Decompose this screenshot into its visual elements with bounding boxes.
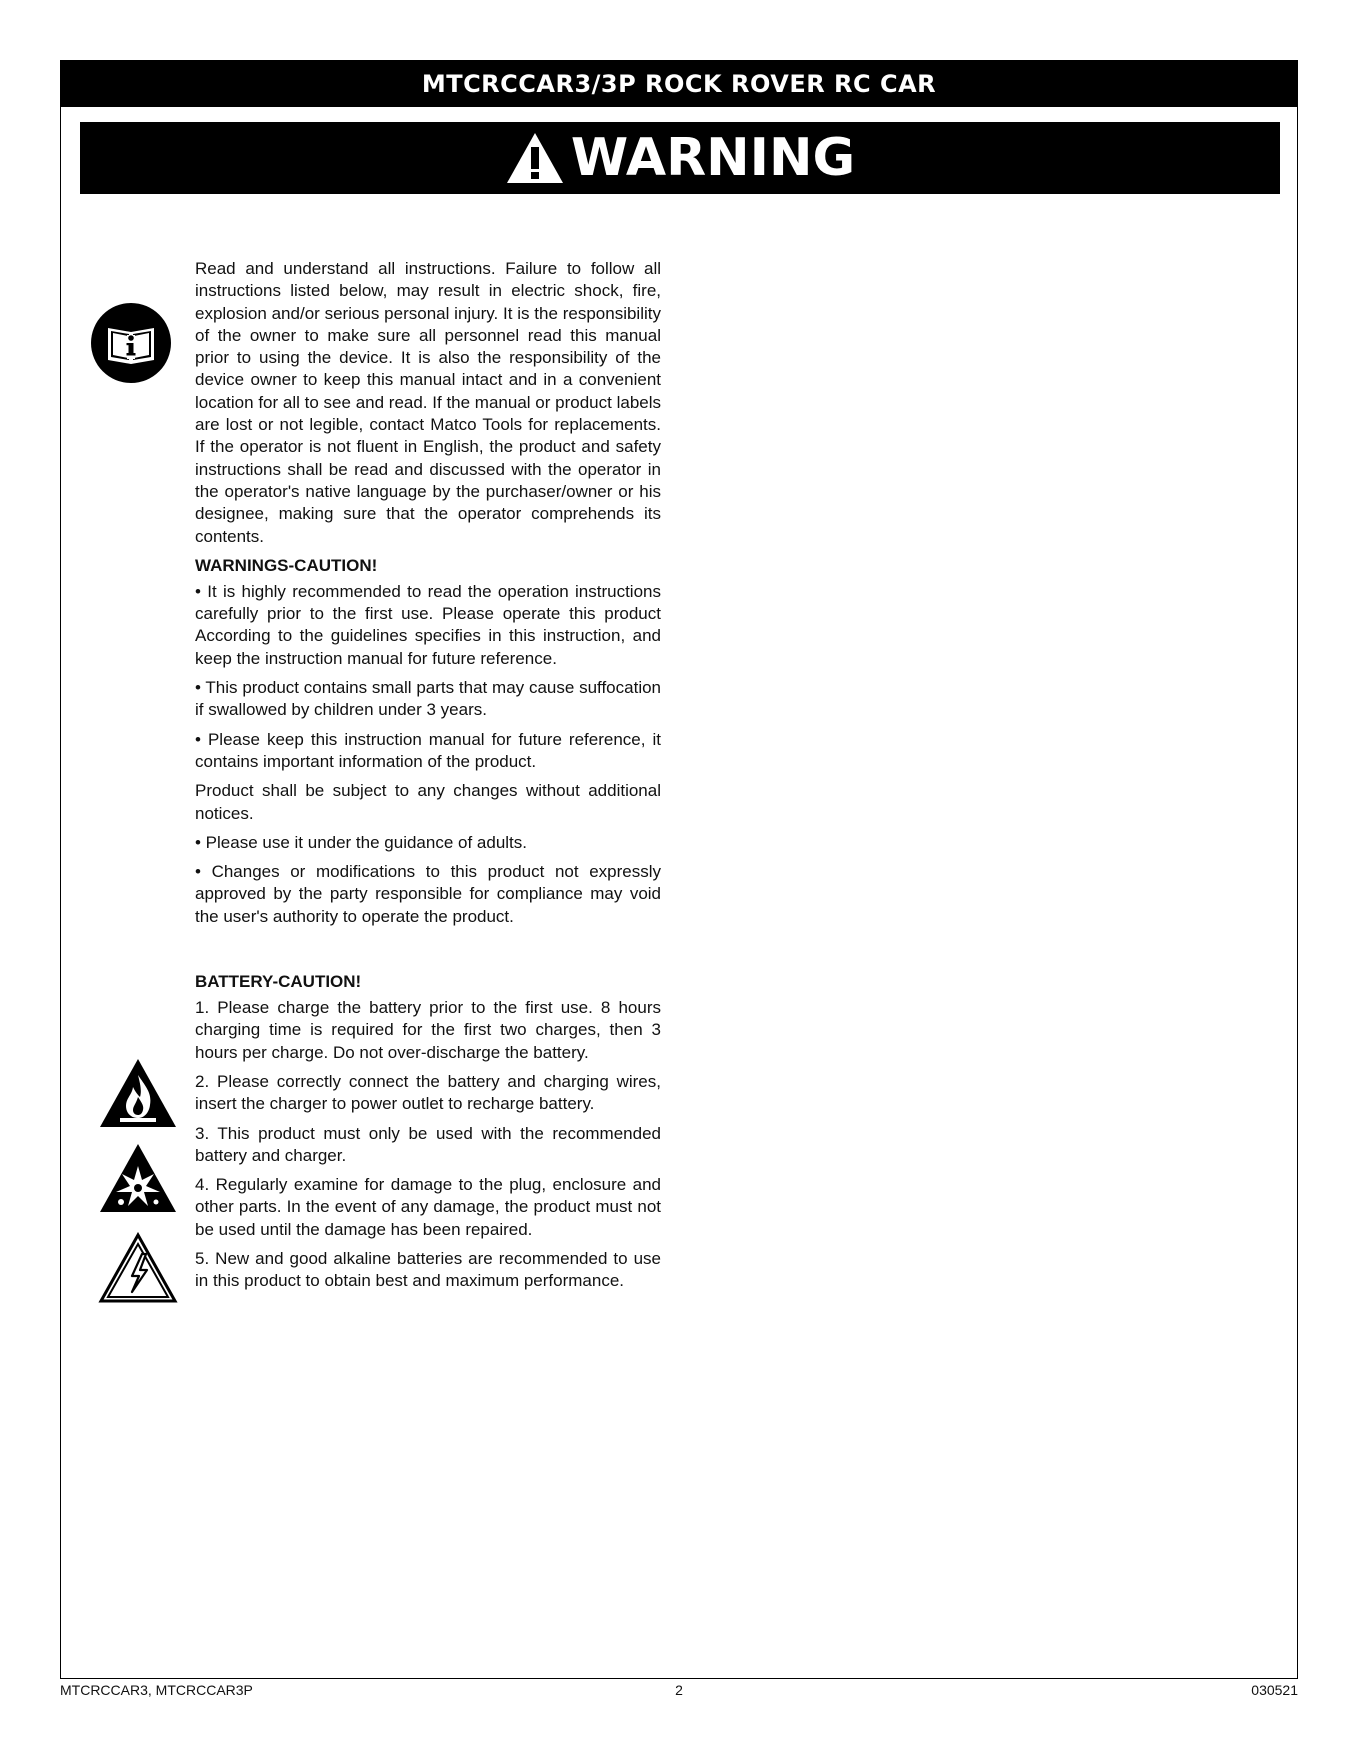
list-item: Product shall be subject to any changes without additional notices. [195,781,661,823]
list-item: • It is highly recommended to read the operation instructions carefully prior to the first use. Please operate this product According to the guidelines specifies in this instruction, and keep the instruction manual for future reference. [195,581,661,668]
footer-models: MTCRCCAR3, MTCRCCAR3P [60,1682,253,1698]
page-number: 2 [675,1682,683,1698]
intro-paragraph: Read and understand all instructions. Failure to follow all instructions listed below, may result in electric shock, fire, explosion and/or serious personal injury. It is the responsibility of the owner to make sure all personnel read this manual prior to using the device. It is also the responsibility of the device owner to keep this manual intact and in a convenient location for all to see and read. If the manual or product labels are lost or not legible, contact Matco Tools for replacements. If the operator is not fluent in English, the product and safety instructions shall be read and discussed with the operator in the operator's native language by the purchaser/owner or his designee, making sure that the operator comprehends its contents. [195,259,661,546]
list-item: • Please use it under the guidance of adults. [195,832,528,852]
list-item: 5. New and good alkaline batteries are recommended to use in this product to obtain best and maximum performance. [195,1248,661,1291]
document-title [60,60,1298,107]
list-item: 4. Regularly examine for damage to the plug, enclosure and other parts. In the event of any damage, the product must not be used until the damage has been repaired. [195,1175,661,1239]
read-manual-icon [90,302,172,384]
warnings-heading: WARNINGS-CAUTION! [195,555,378,575]
document-title-text: MTCRCCAR3/3P ROCK ROVER RC CAR [421,69,937,98]
fire-hazard-icon [98,1057,178,1129]
list-item: 2. Please correctly connect the battery and charging wires, insert the charger to power outlet to recharge battery. [195,1071,661,1114]
section-gap [195,935,661,967]
warning-banner [80,122,1280,194]
battery-heading: BATTERY-CAUTION! [195,972,362,992]
list-item: 1. Please charge the battery prior to the first use. 8 hours charging time is required for the first two charges, then 3 hours per charge. Do not over-discharge the battery. [195,998,661,1062]
list-item: • Please keep this instruction manual for future reference, it contains important information of the product. [195,729,661,771]
warning-banner-text: WARNING [570,128,856,188]
footer-code: 030521 [1251,1682,1298,1698]
explosion-hazard-icon [98,1142,178,1214]
page-footer [60,1682,1298,1704]
list-item: • Changes or modifications to this product not expressly approved by the party responsible for compliance may void the user's authority to operate the product. [195,862,661,926]
warning-triangle-icon [505,130,565,186]
list-item: • This product contains small parts that may cause suffocation if swallowed by children under 3 years. [195,678,661,720]
main-content [195,258,661,1300]
list-item: 3. This product must only be used with the recommended battery and charger. [195,1123,661,1165]
electric-shock-icon [98,1232,178,1304]
